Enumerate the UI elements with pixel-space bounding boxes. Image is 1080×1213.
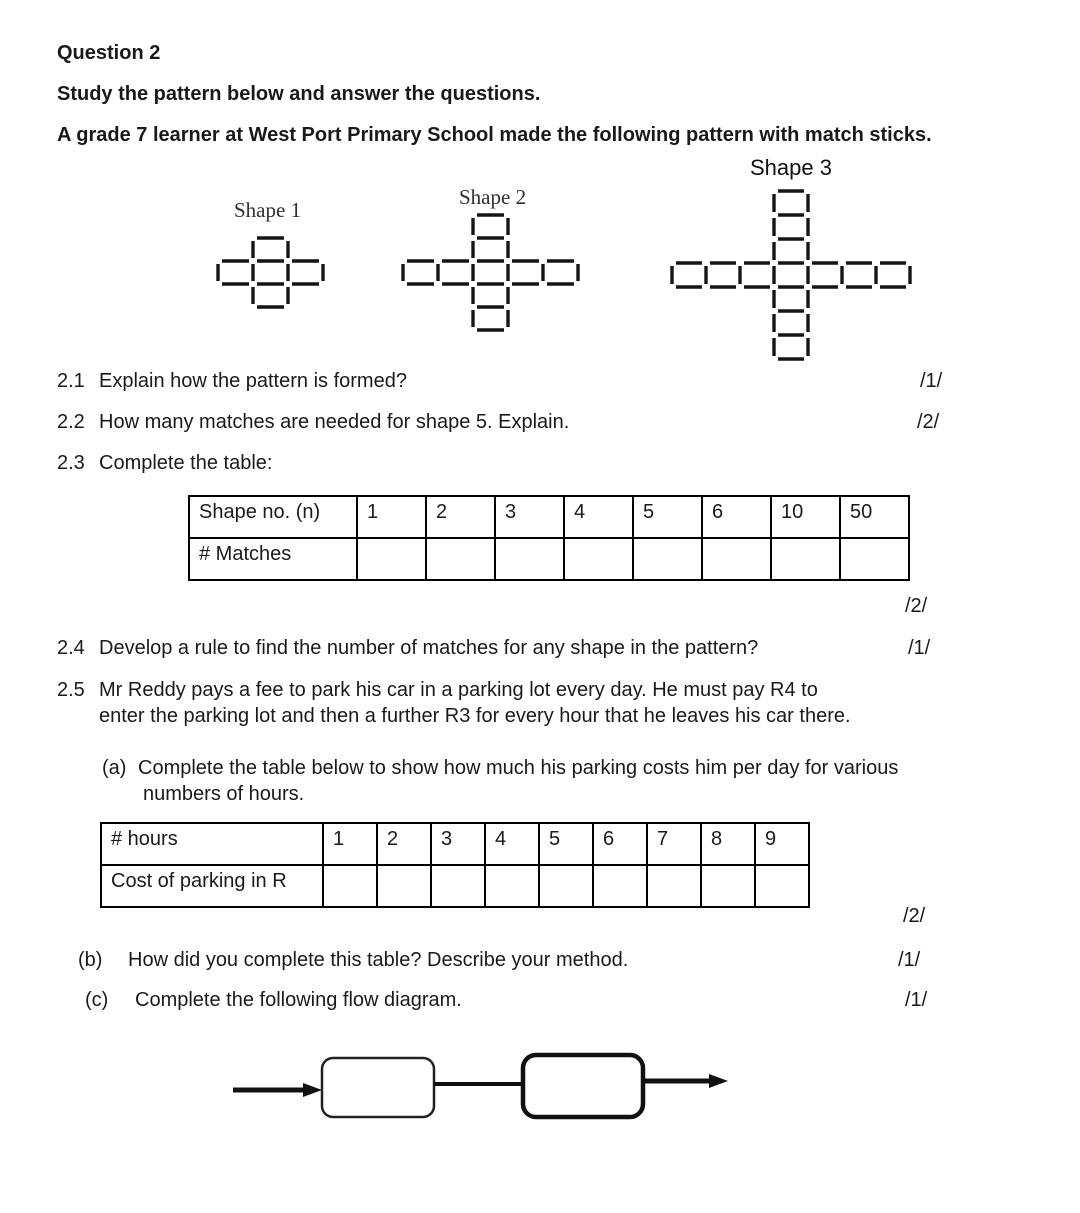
table-cell: 10 (771, 496, 840, 538)
table-cell (593, 865, 647, 907)
table-cell: 2 (426, 496, 495, 538)
table-cell: 3 (495, 496, 564, 538)
table-cell (431, 865, 485, 907)
shape-1-label: Shape 1 (234, 198, 302, 222)
parking-cost-table (100, 822, 810, 908)
question-text: numbers of hours. (143, 783, 305, 805)
table-cell (426, 538, 495, 580)
pattern-intro-line: A grade 7 learner at West Port Primary School made the following pattern with match sticks. (57, 124, 932, 146)
flow-box-input (322, 1058, 434, 1117)
shape-2-label: Shape 2 (459, 185, 527, 209)
table-row (189, 538, 909, 580)
shape-matches-table (188, 495, 910, 581)
table-cell: 50 (840, 496, 909, 538)
marks-badge: /1/ (908, 637, 931, 659)
table-cell (647, 865, 701, 907)
question-number: (b) (78, 949, 103, 971)
table-cell: 6 (593, 823, 647, 865)
table-cell (755, 865, 809, 907)
table-cell: 9 (755, 823, 809, 865)
table-cell (495, 538, 564, 580)
matchstick-figure-shape-2 (401, 213, 580, 332)
table-cell (323, 865, 377, 907)
table-cell: 5 (633, 496, 702, 538)
flow-box-output (523, 1055, 643, 1117)
marks-badge: /1/ (905, 989, 928, 1011)
question-text: Explain how the pattern is formed? (99, 370, 407, 392)
table-cell (771, 538, 840, 580)
table-cell (564, 538, 633, 580)
question-text: Complete the table below to show how much his parking costs him per day for various (138, 757, 899, 779)
question-text: Complete the following flow diagram. (135, 989, 462, 1011)
matchstick-figure-shape-1 (216, 236, 325, 309)
table-row (101, 865, 809, 907)
marks-badge: /1/ (920, 370, 943, 392)
table-cell (633, 538, 702, 580)
page-title: Question 2 (57, 42, 161, 64)
row-header-cell: # hours (101, 823, 323, 865)
flow-arrow-in (233, 1083, 322, 1097)
table-cell: 1 (357, 496, 426, 538)
question-text: enter the parking lot and then a further R3 for every hour that he leaves his car there. (99, 705, 851, 727)
marks-badge: /2/ (917, 411, 940, 433)
question-text: Develop a rule to find the number of matches for any shape in the pattern? (99, 637, 759, 659)
question-text: How many matches are needed for shape 5. Explain. (99, 411, 570, 433)
question-number: 2.3 (57, 452, 85, 474)
table-row (101, 823, 809, 865)
question-text: How did you complete this table? Describe your method. (128, 949, 629, 971)
row-header-cell: # Matches (189, 538, 357, 580)
marks-badge: /2/ (905, 595, 928, 617)
table-cell (485, 865, 539, 907)
table-cell (377, 865, 431, 907)
question-text: Complete the table: (99, 452, 273, 474)
row-header-cell: Shape no. (n) (189, 496, 357, 538)
question-text: Mr Reddy pays a fee to park his car in a parking lot every day. He must pay R4 to (99, 679, 818, 701)
table-cell (702, 538, 771, 580)
table-cell: 1 (323, 823, 377, 865)
shape-3-label: Shape 3 (750, 155, 832, 180)
instruction-line: Study the pattern below and answer the questions. (57, 83, 541, 105)
question-number: 2.4 (57, 637, 85, 659)
question-number: (c) (85, 989, 109, 1011)
table-cell: 4 (485, 823, 539, 865)
question-number: 2.2 (57, 411, 85, 433)
table-cell: 2 (377, 823, 431, 865)
table-cell: 4 (564, 496, 633, 538)
table-cell (701, 865, 755, 907)
table-cell: 8 (701, 823, 755, 865)
table-cell (357, 538, 426, 580)
question-number: 2.1 (57, 370, 85, 392)
table-cell: 6 (702, 496, 771, 538)
table-cell: 3 (431, 823, 485, 865)
table-cell (539, 865, 593, 907)
matchstick-figure-shape-3 (670, 189, 912, 361)
table-row (189, 496, 909, 538)
question-number: 2.5 (57, 679, 85, 701)
marks-badge: /1/ (898, 949, 921, 971)
question-number: (a) (102, 757, 127, 779)
table-cell: 5 (539, 823, 593, 865)
table-cell: 7 (647, 823, 701, 865)
flow-arrow-out (643, 1074, 728, 1088)
table-cell (840, 538, 909, 580)
flow-diagram (230, 1050, 740, 1125)
row-header-cell: Cost of parking in R (101, 865, 323, 907)
marks-badge: /2/ (903, 905, 926, 927)
